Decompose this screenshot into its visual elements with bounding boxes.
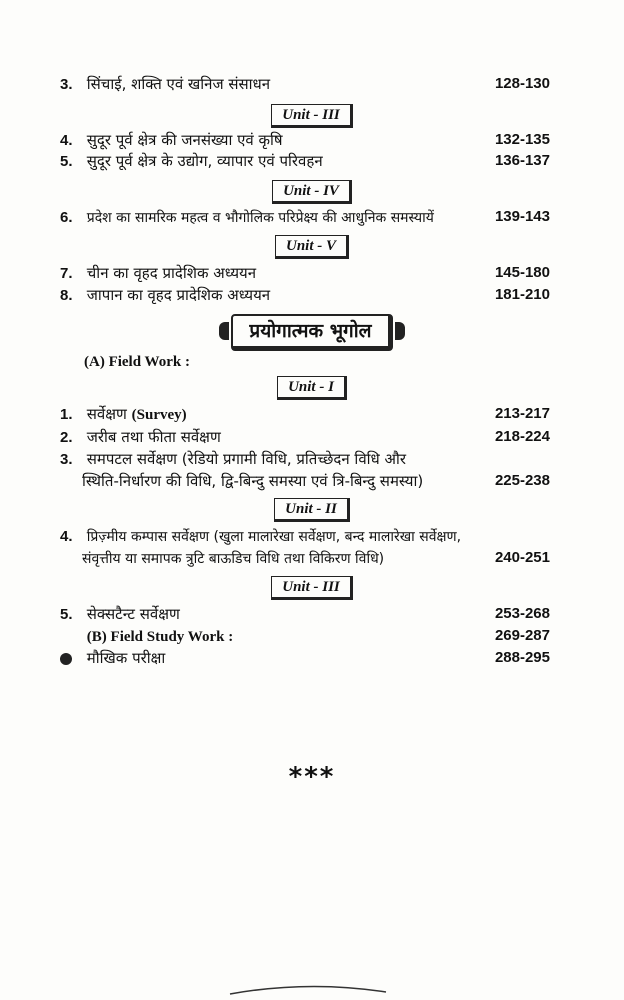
entry-number: 3.: [60, 451, 73, 468]
toc-entry: [60, 285, 550, 306]
toc-entry: [60, 130, 550, 151]
unit-label: Unit - III: [271, 576, 353, 600]
toc-entry: [60, 404, 550, 425]
toc-entry: [60, 151, 550, 172]
entry-title: समपटल सर्वेक्षण (रेडियो प्रगामी विधि, प्रतिच्छेदन विधि और: [86, 450, 407, 468]
toc-entry: [60, 74, 550, 95]
toc-entry-continued: [82, 548, 550, 569]
entry-title: मौखिक परीक्षा: [86, 649, 166, 667]
unit-heading: [0, 180, 624, 204]
bullet-icon: [60, 653, 72, 665]
entry-title: चीन का वृहद प्रादेशिक अध्ययन: [86, 264, 257, 282]
toc-entry: [60, 604, 550, 625]
toc-entry: [60, 648, 550, 669]
banner-title: प्रयोगात्मक भूगोल: [231, 314, 392, 351]
unit-heading: [0, 235, 624, 259]
entry-title: सिंचाई, शक्ति एवं खनिज संसाधन: [86, 75, 271, 93]
entry-number: 1.: [60, 406, 73, 423]
section-banner: [0, 314, 624, 351]
unit-label: Unit - I: [277, 376, 347, 400]
entry-number: 2.: [60, 429, 73, 446]
entry-number: 4.: [60, 132, 73, 149]
unit-heading: [0, 576, 624, 600]
toc-entry-continued: [82, 471, 550, 491]
entry-title-latin: (Survey): [131, 407, 187, 423]
entry-number: 6.: [60, 209, 73, 226]
toc-entry: [60, 427, 550, 448]
unit-label: Unit - IV: [272, 180, 352, 204]
entry-pages: 136-137: [494, 152, 550, 169]
toc-entry: [60, 449, 550, 470]
entry-title-cont: स्थिति-निर्धारण की विधि, द्वि-बिन्दु समस्या एवं त्रि-बिन्दु समस्या): [82, 472, 424, 490]
entry-pages: 145-180: [494, 264, 550, 281]
toc-entry: [60, 263, 550, 284]
entry-pages: 128-130: [494, 75, 550, 92]
entry-number: 5.: [60, 153, 73, 170]
entry-pages: 139-143: [494, 208, 550, 225]
entry-title: सेक्सटैन्ट सर्वेक्षण: [86, 605, 180, 623]
entry-pages: 269-287: [494, 627, 550, 644]
field-work-heading: (A) Field Work :: [84, 354, 190, 370]
entry-pages: 240-251: [494, 549, 550, 566]
decorative-arc: [228, 982, 388, 996]
entry-title: सर्वेक्षण: [86, 405, 132, 423]
entry-title: जापान का वृहद प्रादेशिक अध्ययन: [86, 286, 271, 304]
entry-number: 4.: [60, 528, 73, 545]
entry-number: 3.: [60, 76, 73, 93]
entry-pages: 213-217: [494, 405, 550, 422]
entry-title: (B) Field Study Work :: [86, 629, 234, 645]
entry-title-cont: संवृत्तीय या समापक त्रुटि बाऊडिच विधि तथा विकिरण विधि): [82, 551, 385, 567]
entry-title: प्रिज़्मीय कम्पास सर्वेक्षण (खुला मालारेखा सर्वेक्षण, बन्द मालारेखा सर्वेक्षण,: [86, 529, 462, 545]
entry-number: 8.: [60, 287, 73, 304]
end-mark: ***: [288, 762, 336, 792]
entry-title: जरीब तथा फीता सर्वेक्षण: [86, 428, 221, 446]
entry-pages: 225-238: [494, 472, 550, 489]
entry-pages: 288-295: [494, 649, 550, 666]
entry-pages: 132-135: [494, 131, 550, 148]
entry-title: सुदूर पूर्व क्षेत्र के उद्योग, व्यापार एवं परिवहन: [86, 152, 323, 170]
entry-pages: 218-224: [494, 428, 550, 445]
toc-entry: [60, 626, 550, 647]
unit-label: Unit - V: [275, 235, 349, 259]
toc-entry: [60, 207, 550, 228]
unit-heading: [0, 104, 624, 128]
entry-number: 5.: [60, 606, 73, 623]
unit-heading: [0, 498, 624, 522]
entry-title: सुदूर पूर्व क्षेत्र की जनसंख्या एवं कृषि: [86, 131, 283, 149]
unit-heading: [0, 376, 624, 400]
toc-entry: [60, 526, 550, 547]
entry-pages: 253-268: [494, 605, 550, 622]
unit-label: Unit - II: [274, 498, 350, 522]
entry-number: 7.: [60, 265, 73, 282]
unit-label: Unit - III: [271, 104, 353, 128]
entry-title: प्रदेश का सामरिक महत्व व भौगोलिक परिप्रेक्ष्य की आधुनिक समस्यायें: [86, 210, 434, 226]
entry-pages: 181-210: [494, 286, 550, 303]
